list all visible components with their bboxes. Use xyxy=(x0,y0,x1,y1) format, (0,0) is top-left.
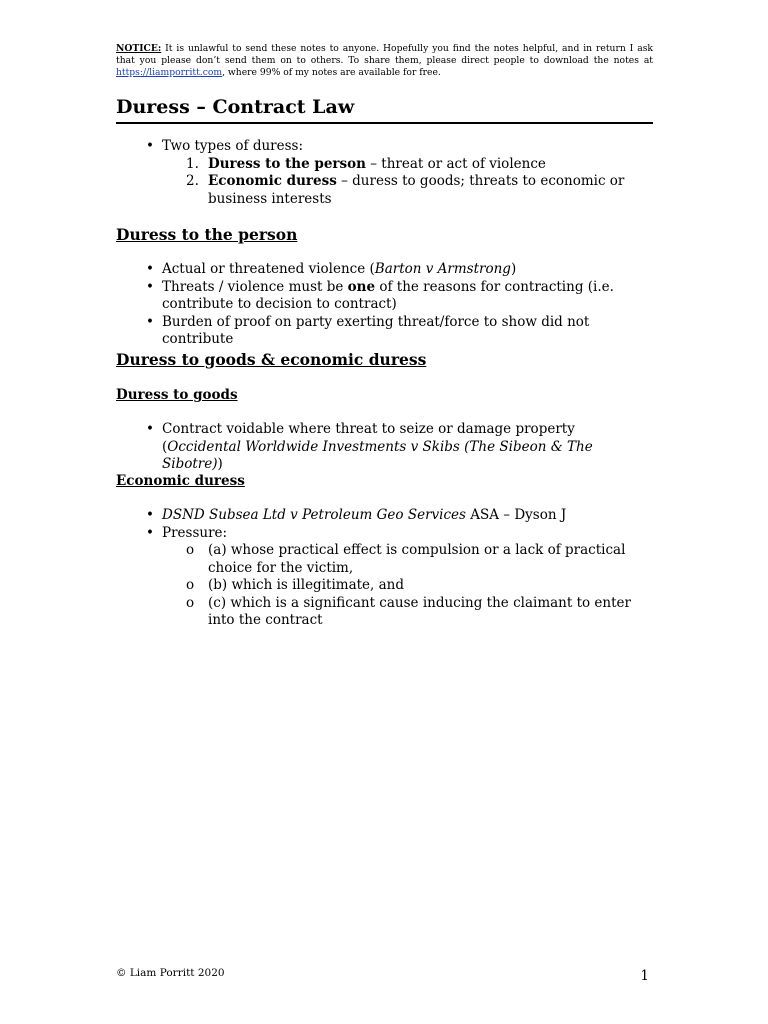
item-text: ) xyxy=(217,456,223,472)
item-text: – duress to goods; threats to economic or business interests xyxy=(208,173,625,207)
case-name: DSND Subsea Ltd v Petroleum Geo Services xyxy=(162,507,466,523)
list-item xyxy=(116,507,653,525)
list-item xyxy=(116,261,653,279)
footer-copyright: © Liam Porritt 2020 xyxy=(116,967,225,979)
list-item: • Pressure: xyxy=(116,525,653,543)
list-item xyxy=(116,421,653,474)
notice-text-1: It is unlawful to send these notes to anyone. Hopefully you find the notes helpful, and in return I ask that you please don’t send them on to others. To share them, please direct people to download the notes at xyxy=(116,43,653,66)
item-text: Actual or threatened violence ( xyxy=(162,261,375,277)
list-item: • Two types of duress: xyxy=(116,138,653,156)
sub-item: o (c) which is a significant cause inducing the claimant to enter into the contract xyxy=(116,595,653,630)
notice-label: NOTICE: xyxy=(116,43,162,54)
item-number: 2. xyxy=(186,173,199,189)
page-title: Duress – Contract Law xyxy=(116,94,653,124)
list-item xyxy=(116,173,653,208)
notice-text-2: , where 99% of my notes are available for free. xyxy=(222,67,441,78)
item-text: ASA – Dyson J xyxy=(465,507,567,523)
subsection-heading: Duress to goods xyxy=(116,387,238,403)
subsection-heading: Economic duress xyxy=(116,473,245,489)
item-bold: Duress to the person xyxy=(208,155,366,172)
econ-list xyxy=(116,507,653,630)
notice-paragraph xyxy=(116,43,653,79)
item-number: 1. xyxy=(186,155,199,172)
person-list xyxy=(116,261,653,349)
list-item xyxy=(116,156,653,174)
item-text: Threats / violence must be xyxy=(162,278,348,295)
page-number: 1 xyxy=(640,968,649,984)
item-text: – threat or act of violence xyxy=(365,155,546,172)
intro-list xyxy=(116,138,653,208)
item-text: Contract voidable where threat to seize or damage property ( xyxy=(162,421,575,455)
case-name: Occidental Worldwide Investments v Skibs (The Sibeon & The Sibotre) xyxy=(162,438,593,472)
case-name: Barton v Armstrong xyxy=(374,261,511,277)
goods-list xyxy=(116,421,653,474)
section-heading: Duress to the person xyxy=(116,225,298,244)
list-item xyxy=(116,279,653,314)
list-item: • Burden of proof on party exerting threat/force to show did not contribute xyxy=(116,314,653,349)
item-text: ) xyxy=(510,261,517,277)
section-heading: Duress to goods & economic duress xyxy=(116,350,427,369)
item-text: of the reasons for contracting (i.e. contribute to decision to contract) xyxy=(162,278,614,312)
sub-item: o (a) whose practical effect is compulsion or a lack of practical choice for the victim, xyxy=(116,542,653,577)
item-bold: Economic duress xyxy=(208,173,337,189)
document-page xyxy=(116,0,653,1024)
website-link[interactable]: https://liamporritt.com xyxy=(116,67,223,78)
item-bold: one xyxy=(347,278,376,295)
sub-item: o (b) which is illegitimate, and xyxy=(116,577,653,595)
